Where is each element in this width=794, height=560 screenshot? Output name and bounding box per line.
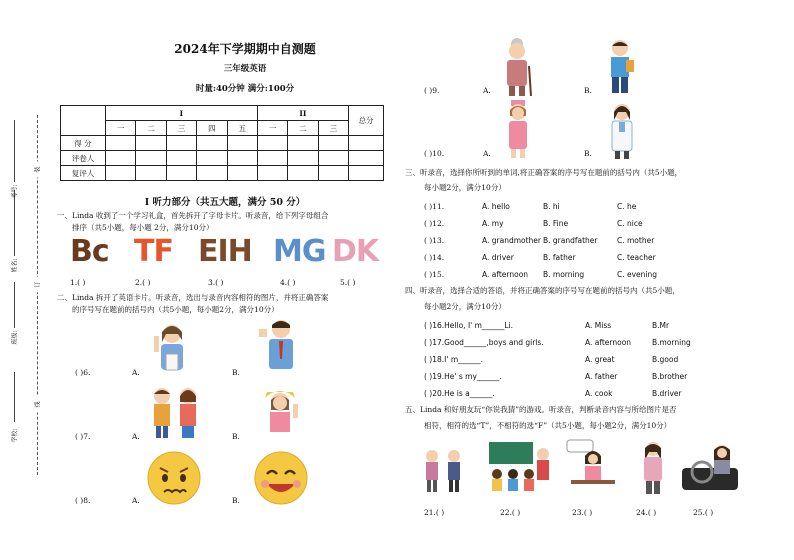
binding-underline-name <box>14 190 15 256</box>
q16-option-a: A. Miss <box>585 321 612 330</box>
q13-option-a: A. grandmother <box>482 236 542 245</box>
score-group-1: I <box>106 106 258 121</box>
q17-option-b: B.morning <box>652 338 691 347</box>
sec3-instruction-1: 三、听录音，选择你所听到的单词,将正确答案的序号写在题前的括号内（共5小题， <box>405 168 683 177</box>
binding-mark-1: 装 <box>33 162 42 178</box>
sec5-instruction-2: 相符，相符的选“T”，不相符的选“F”（共5小题，每小题2分，满分10分） <box>424 421 672 430</box>
q7-blank[interactable]: ( )7. <box>75 432 91 441</box>
q8-option-b: B. <box>232 496 240 505</box>
sec3-instruction-2: 每小题2分，满分10分） <box>424 183 506 192</box>
q15-option-c: C. evening <box>617 270 658 279</box>
q20-question[interactable]: ( )20.He is a______. <box>424 389 495 398</box>
q11-option-a: A. hello <box>482 202 510 211</box>
q12-blank[interactable]: ( )12. <box>424 219 445 228</box>
worried-face-icon <box>146 450 202 506</box>
q9-blank[interactable]: ( )9. <box>424 86 440 95</box>
q13-option-c: C. mother <box>617 236 655 245</box>
q15-blank[interactable]: ( )15. <box>424 270 445 279</box>
q23-blank[interactable]: 23.( ) <box>572 508 593 517</box>
score-sub: 一 <box>106 121 136 136</box>
q6-blank[interactable]: ( )6. <box>75 368 91 377</box>
sec1-blank-2[interactable]: 2.( ) <box>135 278 151 287</box>
part1-title: I 听力部分（共五大题，满分 50 分） <box>144 197 306 208</box>
binding-underline-id <box>14 120 15 182</box>
q12-option-b: B. Fine <box>543 219 569 228</box>
q12-option-a: A. my <box>482 219 504 228</box>
sec1-blank-4[interactable]: 4.( ) <box>280 278 296 287</box>
doctor-picture <box>604 100 640 160</box>
sec1-blank-1[interactable]: 1.( ) <box>70 278 86 287</box>
driver-picture <box>680 442 740 494</box>
score-table <box>60 105 384 181</box>
sec1-instruction-2: 排序（共5小题，每小题 2分，满分10分） <box>72 223 214 232</box>
boy-with-bag-picture <box>602 38 638 98</box>
sec5-instruction-1: 五、Linda 和好朋友玩“你说我猜”的游戏。听录音，判断录音内容与所给图片是否 <box>405 405 677 414</box>
q22-blank[interactable]: 22.( ) <box>500 508 521 517</box>
page-title: 2024年下学期期中自测题 <box>174 42 316 56</box>
page-subtitle: 三年级英语 <box>223 64 267 74</box>
nurse-picture <box>500 100 536 160</box>
q18-option-a: A. great <box>585 355 615 364</box>
classroom-picture <box>485 440 555 496</box>
q19-option-a: A. father <box>585 372 618 381</box>
binding-label-class: 班级: <box>11 330 19 345</box>
q20-option-b: B.driver <box>652 389 682 398</box>
q11-blank[interactable]: ( )11. <box>424 202 445 211</box>
q14-option-c: C. teacher <box>617 253 656 262</box>
letter-card-1: Bc <box>70 234 109 269</box>
q6-option-b: B. <box>232 368 240 377</box>
q7-option-a: A. <box>132 432 140 441</box>
score-sub: 三 <box>318 121 348 136</box>
letter-card-5: DK <box>332 234 379 269</box>
sec1-blank-3[interactable]: 3.( ) <box>208 278 224 287</box>
q14-option-b: B. father <box>543 253 576 262</box>
q16-question[interactable]: ( )16.Hello, I' m______Li. <box>424 321 514 330</box>
sec1-blank-5[interactable]: 5.( ) <box>340 278 356 287</box>
q10-blank[interactable]: ( )10. <box>424 149 445 158</box>
q6-option-a: A. <box>132 368 140 377</box>
q13-blank[interactable]: ( )13. <box>424 236 445 245</box>
score-row-label: 得 分 <box>61 136 106 151</box>
happy-face-icon <box>253 450 309 506</box>
woman-standing-picture <box>635 440 671 496</box>
q14-blank[interactable]: ( )14. <box>424 253 445 262</box>
girl-at-table-picture <box>565 438 621 496</box>
two-kids-picture <box>145 384 205 442</box>
score-sub: 二 <box>288 121 318 136</box>
letter-cards <box>70 234 390 274</box>
score-row-label: 评卷人 <box>61 151 106 166</box>
binding-label-id: 考号: <box>11 184 19 199</box>
q10-option-a: A. <box>483 149 491 158</box>
binding-underline-class <box>14 282 15 328</box>
q17-question[interactable]: ( )17.Good______,boys and girls. <box>424 338 544 347</box>
q25-blank[interactable]: 25.( ) <box>693 508 714 517</box>
q10-option-b: B. <box>584 149 592 158</box>
score-sub: 一 <box>257 121 287 136</box>
sec1-instruction-1: 一、Linda 收到了一个学习礼盒，首先拆开了字母卡片。听录音，给下列字母组合 <box>57 211 329 220</box>
q19-option-b: B.brother <box>652 372 688 381</box>
q17-option-a: A. afternoon <box>585 338 632 347</box>
q19-question[interactable]: ( )19.He' s my______. <box>424 372 502 381</box>
q9-option-b: B. <box>584 86 592 95</box>
q21-blank[interactable]: 21.( ) <box>424 508 445 517</box>
q13-option-b: B. grandfather <box>543 236 598 245</box>
girl-waving-picture <box>255 384 305 444</box>
q14-option-a: A. driver <box>482 253 514 262</box>
letter-card-4: MG <box>273 234 326 269</box>
q8-blank[interactable]: ( )8. <box>75 496 91 505</box>
binding-label-name: 姓名: <box>11 258 19 273</box>
score-sub: 二 <box>136 121 166 136</box>
score-sub: 三 <box>166 121 196 136</box>
q8-option-a: A. <box>132 496 140 505</box>
sec4-instruction-1: 四、听录音，选择合适的答语，并将正确答案的序号写在题前的括号内（共5小题， <box>405 286 680 295</box>
sec2-instruction-2: 的序号写在题前的括号内（共5小题，每小题2分，满分10分） <box>72 305 279 314</box>
exam-meta: 时量:40分钟 满分:100分 <box>195 84 295 94</box>
q15-option-a: A. afternoon <box>482 270 529 279</box>
q9-option-a: A. <box>483 86 491 95</box>
binding-mark-3: 线 <box>33 397 42 413</box>
binding-label-school: 学校: <box>11 428 19 443</box>
q12-option-c: C. nice <box>617 219 643 228</box>
q20-option-a: A. cook <box>585 389 613 398</box>
q11-option-c: C. he <box>617 202 637 211</box>
sec4-instruction-2: 每小题2分，满分10分） <box>424 302 506 311</box>
score-total-header: 总分 <box>349 106 384 136</box>
q15-option-b: B. morning <box>543 270 585 279</box>
q24-blank[interactable]: 24.( ) <box>636 508 657 517</box>
score-sub: 五 <box>227 121 257 136</box>
q11-option-b: B. hi <box>543 202 560 211</box>
score-group-2: II <box>257 106 348 121</box>
grandmother-picture <box>497 36 537 98</box>
letter-card-3: EIH <box>198 234 252 269</box>
q16-option-b: B.Mr <box>652 321 670 330</box>
q18-question[interactable]: ( )18.I' m______. <box>424 355 484 364</box>
schoolgirl-picture <box>148 320 198 380</box>
two-people-greeting-picture <box>418 446 468 496</box>
q7-option-b: B. <box>232 432 240 441</box>
score-row-label: 复评人 <box>61 166 106 181</box>
sec2-instruction-1: 二、Linda 拆开了英语卡片。听录音，选出与录音内容相符的图片，并将正确答案 <box>57 293 329 302</box>
letter-card-2: TF <box>134 234 173 269</box>
man-teacher-picture <box>255 315 305 377</box>
binding-mark-2: 订 <box>33 277 42 293</box>
q18-option-b: B.good <box>652 355 679 364</box>
score-sub: 四 <box>197 121 227 136</box>
binding-underline-school <box>14 372 15 422</box>
